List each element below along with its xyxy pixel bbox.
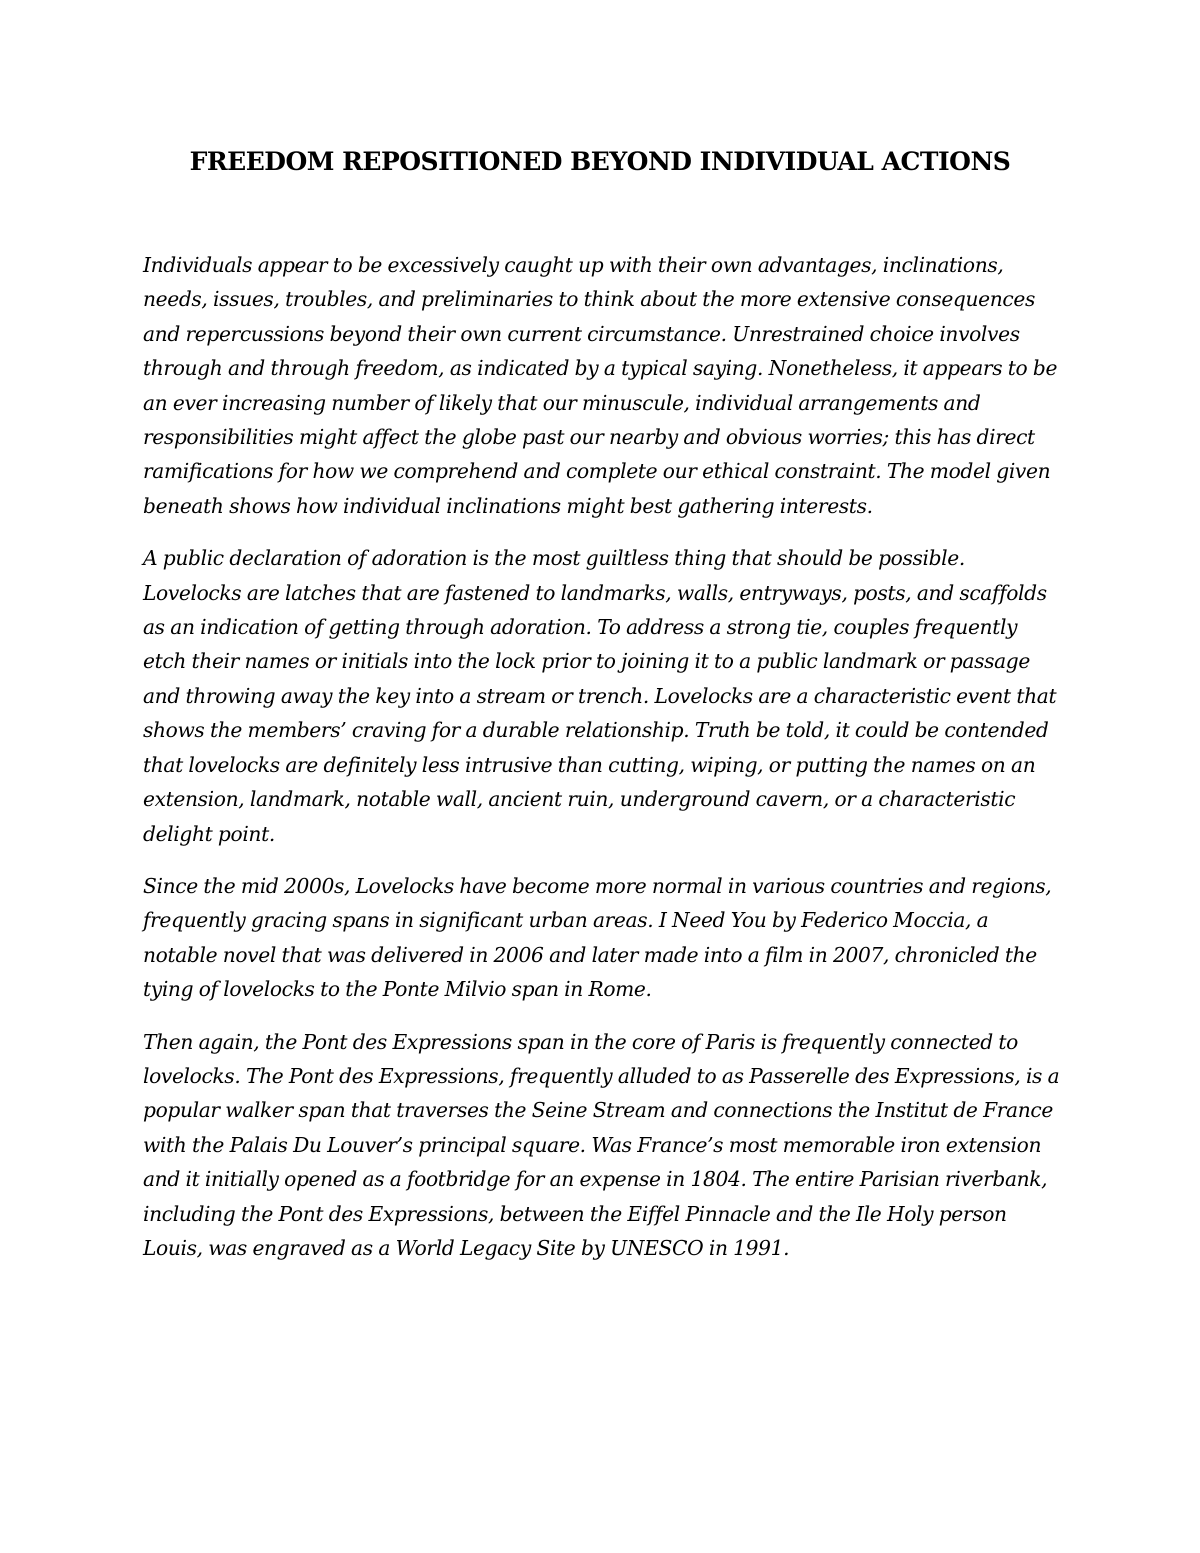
document-body: [143, 248, 1063, 1283]
paragraph-3: Since the mid 2000s, Lovelocks have become more normal in various countries and regions, frequently gracing spans in significant urban areas. I Need You by Federico Moccia, a notable novel that was delivered in 2006 and later made into a film in 2007, chronicled the tying of lovelocks to the Ponte Milvio span in Rome.: [143, 873, 1052, 1002]
document-title: FREEDOM REPOSITIONED BEYOND INDIVIDUAL ACTIONS: [189, 147, 1011, 176]
paragraph-4: Then again, the Pont des Expressions span in the core of Paris is frequently connected to lovelocks. The Pont des Expressions, frequently alluded to as Passerelle des Expressions, is a popular walker span that traverses the Seine Stream and connections the Institut de France with the Palais Du Louver’s principal square. Was France’s most memorable iron extension and it initially opened as a footbridge for an expense in 1804. The entire Parisian riverbank, including the Pont des Expressions, between the Eiffel Pinnacle and the Ile Holy person Louis, was engraved as a World Legacy Site by UNESCO in 1991.: [143, 1029, 1060, 1260]
paragraph-1: Individuals appear to be excessively caught up with their own advantages, inclinations, needs, issues, troubles, and preliminaries to think about the more extensive consequences and repercussions beyond their own current circumstance. Unrestrained choice involves through and through freedom, as indicated by a typical saying. Nonetheless, it appears to be an ever increasing number of likely that our minuscule, individual arrangements and responsibilities might affect the globe past our nearby and obvious worries; this has direct ramifications for how we comprehend and complete our ethical constraint. The model given beneath shows how individual inclinations might best gathering interests.: [143, 253, 1058, 518]
paragraph-2: A public declaration of adoration is the most guiltless thing that should be possible. Lovelocks are latches that are fastened to landmarks, walls, entryways, posts, and scaffolds as an indication of getting through adoration. To address a strong tie, couples frequently etch their names or initials into the lock prior to joining it to a public landmark or passage and throwing away the key into a stream or trench. Lovelocks are a characteristic event that shows the members’ craving for a durable relationship. Truth be told, it could be contended that lovelocks are definitely less intrusive than cutting, wiping, or putting the names on an extension, landmark, notable wall, ancient ruin, underground cavern, or a characteristic delight point.: [143, 546, 1057, 846]
